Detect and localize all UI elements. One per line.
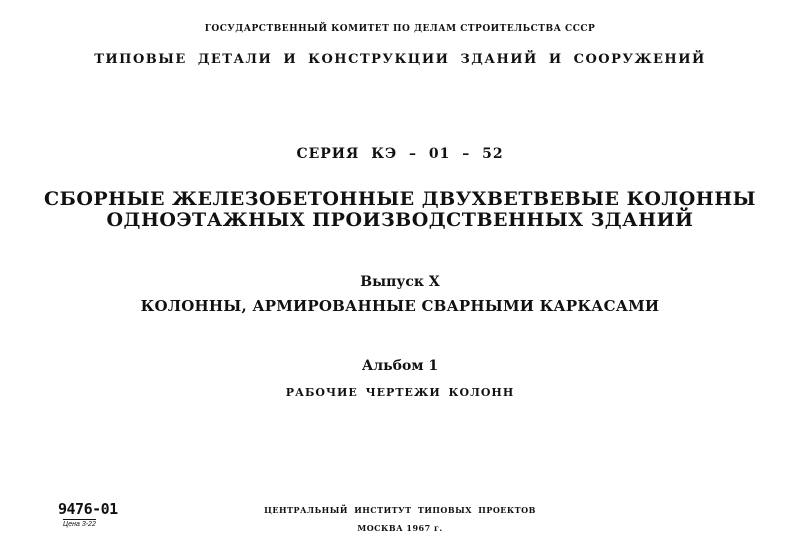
document-title-line-2: ОДНОЭТАЖНЫХ ПРОИЗВОДСТВЕННЫХ ЗДАНИЙ (106, 209, 694, 231)
document-title-line-1: СБОРНЫЕ ЖЕЛЕЗОБЕТОННЫЕ ДВУХВЕТВЕВЫЕ КОЛОННЫ (43, 188, 756, 210)
issue-label: Выпуск X (360, 274, 440, 290)
collection-subtitle: ТИПОВЫЕ ДЕТАЛИ И КОНСТРУКЦИИ ЗДАНИЙ И СООРУЖЕНИЙ (94, 52, 706, 67)
publisher-city-year: МОСКВА 1967 г. (357, 523, 443, 533)
issue-title: КОЛОННЫ, АРМИРОВАННЫЕ СВАРНЫМИ КАРКАСАМИ (140, 297, 660, 315)
publisher-institute: ЦЕНТРАЛЬНЫЙ ИНСТИТУТ ТИПОВЫХ ПРОЕКТОВ (264, 505, 536, 515)
series-designation: СЕРИЯ КЭ – 01 – 52 (296, 146, 504, 162)
price-label: Цена 3-22 (63, 521, 96, 528)
album-title: РАБОЧИЕ ЧЕРТЕЖИ КОЛОНН (285, 386, 515, 399)
committee-name: ГОСУДАРСТВЕННЫЙ КОМИТЕТ ПО ДЕЛАМ СТРОИТЕЛЬСТВА СССР (204, 24, 596, 34)
album-label: Альбом 1 (361, 358, 439, 374)
document-code: 9476-01 (58, 500, 118, 518)
